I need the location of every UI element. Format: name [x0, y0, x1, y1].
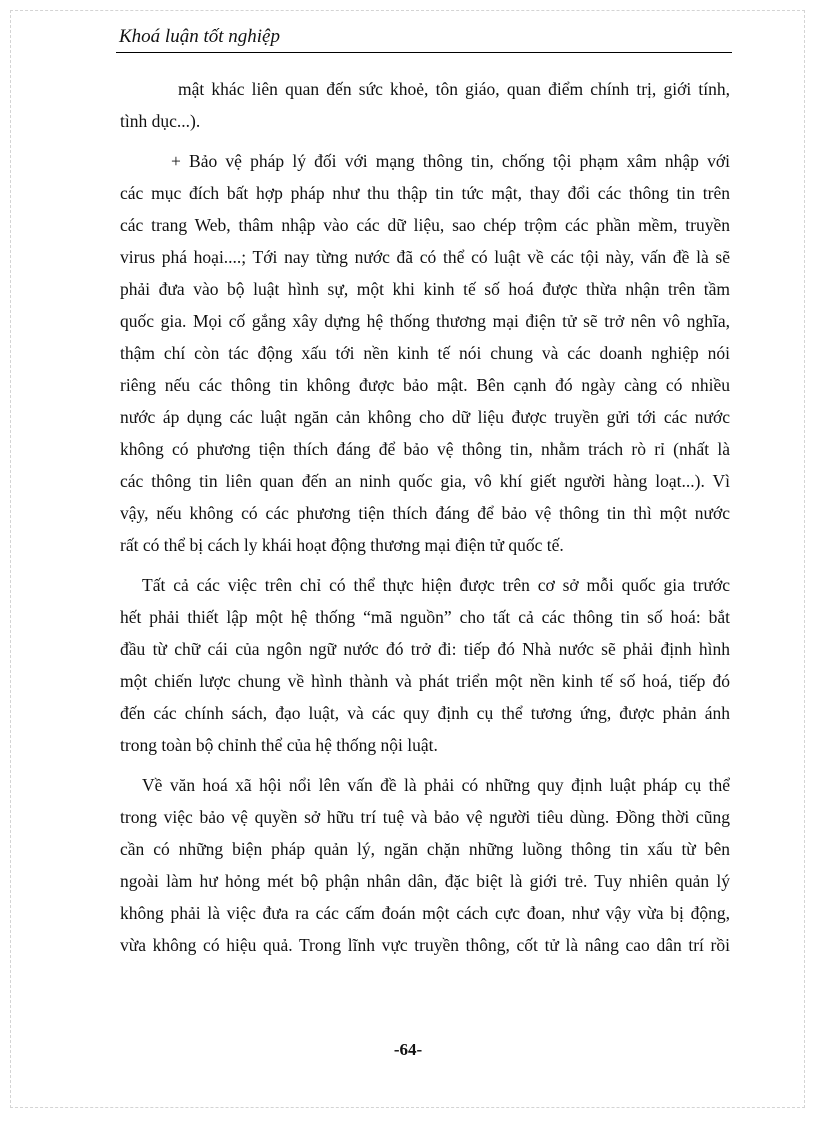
text-line: cần có những biện pháp quản lý, ngăn chặn những luồng thông tin xấu từ bên [120, 839, 730, 859]
text-line: vừa không có hiệu quả. Trong lĩnh vực truyền thông, cốt tử là nâng cao dân trí rồi [120, 935, 730, 955]
page-number: -64- [393, 1040, 423, 1059]
text-line: các thông tin liên quan đến an ninh quốc gia, vô khí giết người hàng loạt...). Vì [120, 471, 730, 491]
text-line: rất có thể bị cách ly khái hoạt động thương mại điện tử quốc tế. [120, 535, 564, 555]
paragraph-gap [120, 137, 730, 145]
text-line: nước áp dụng các luật ngăn cản không cho dữ liệu được truyền gửi tới các nước [120, 407, 730, 427]
body-text [120, 73, 730, 961]
text-line: hết phải thiết lập một hệ thống “mã nguồn” cho tất cả các thông tin số hoá: bắt [120, 607, 730, 627]
text-line: phải đưa vào bộ luật hình sự, một khi kinh tế số hoá được thừa nhận trên tầm [120, 279, 730, 299]
text-line: quốc gia. Mọi cố gắng xây dựng hệ thống thương mại điện tử sẽ trở nên vô nghĩa, [120, 311, 730, 331]
text-line: đến các chính sách, đạo luật, và các quy định cụ thể tương ứng, được phản ánh [120, 703, 730, 723]
text-line: tình dục...). [120, 111, 201, 131]
text-line: trong việc bảo vệ quyền sở hữu trí tuệ và bảo vệ người tiêu dùng. Đồng thời cũng [120, 807, 730, 827]
text-line: mật khác liên quan đến sức khoẻ, tôn giáo, quan điểm chính trị, giới tính, [178, 79, 730, 99]
paragraph [120, 569, 730, 761]
text-line: vậy, nếu không có các phương tiện thích đáng để bảo vệ thông tin thì một nước [120, 503, 730, 523]
text-line: ngoài làm hư hỏng mét bộ phận nhân dân, đặc biệt là giới trẻ. Tuy nhiên quản lý [120, 871, 730, 891]
paragraph [120, 73, 730, 137]
text-line: + Bảo vệ pháp lý đối với mạng thông tin, chống tội phạm xâm nhập với [171, 151, 730, 171]
running-header [116, 24, 732, 53]
text-line: riêng nếu các thông tin không được bảo mật. Bên cạnh đó ngày càng có nhiều [120, 375, 730, 395]
text-line: một chiến lược chung về hình thành và phát triển một nền kinh tế số hoá, tiếp đó [120, 671, 730, 691]
text-line: không phải là việc đưa ra các cấm đoán một cách cực đoan, như vậy vừa bị động, [120, 903, 730, 923]
text-line: trong toàn bộ chỉnh thể của hệ thống nội luật. [120, 735, 438, 755]
text-line: không có phương tiện thích đáng để bảo vệ thông tin, nhằm trách rò rỉ (nhất là [120, 439, 730, 459]
paragraph [120, 145, 730, 561]
paragraph-gap [120, 561, 730, 569]
header-title: Khoá luận tốt nghiệp [119, 26, 280, 47]
text-line: Về văn hoá xã hội nổi lên vấn đề là phải có những quy định luật pháp cụ thể [142, 775, 730, 795]
paragraph-gap [120, 761, 730, 769]
text-line: Tất cả các việc trên chỉ có thể thực hiện được trên cơ sở mỗi quốc gia trước [142, 575, 730, 595]
text-line: virus phá hoại....; Tới nay từng nước đã có thể có luật về các tội này, vấn đề là sẽ [120, 247, 730, 267]
text-line: các trang Web, thâm nhập vào các dữ liệu, sao chép trộm các phần mềm, truyền [120, 215, 730, 235]
text-line: thậm chí còn tác động xấu tới nền kinh tế nói chung và các doanh nghiệp nói [120, 343, 730, 363]
text-line: các mục đích bất hợp pháp như thu thập tin tức mật, thay đổi các thông tin trên [120, 183, 730, 203]
paragraph [120, 769, 730, 961]
text-line: đầu từ chữ cái của ngôn ngữ nước đó trở đi: tiếp đó Nhà nước sẽ phải định hình [120, 639, 730, 659]
